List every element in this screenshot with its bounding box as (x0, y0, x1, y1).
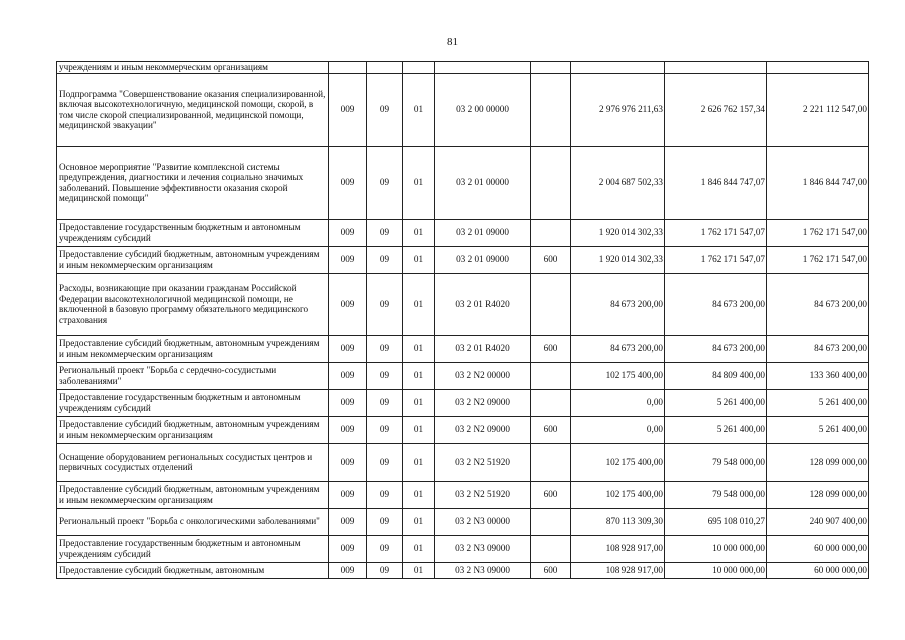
subsection-code: 01 (403, 562, 435, 578)
ved-code: 009 (329, 416, 367, 443)
expense-type-code: 600 (531, 416, 571, 443)
amount-year-1: 2 976 976 211,63 (571, 73, 665, 146)
target-article-code: 03 2 N2 00000 (435, 362, 531, 389)
subsection-code (403, 62, 435, 74)
ved-code: 009 (329, 273, 367, 335)
amount-year-1: 108 928 917,00 (571, 535, 665, 562)
amount-year-1: 2 004 687 502,33 (571, 146, 665, 219)
amount-year-1: 0,00 (571, 416, 665, 443)
amount-year-3: 1 762 171 547,00 (767, 246, 869, 273)
table-row (57, 146, 869, 219)
subsection-code: 01 (403, 535, 435, 562)
table-row (57, 389, 869, 416)
subsection-code: 01 (403, 146, 435, 219)
ved-code: 009 (329, 389, 367, 416)
expense-type-code: 600 (531, 562, 571, 578)
target-article-code: 03 2 N2 09000 (435, 389, 531, 416)
subsection-code: 01 (403, 481, 435, 508)
amount-year-2: 1 846 844 747,07 (665, 146, 767, 219)
amount-year-2: 2 626 762 157,34 (665, 73, 767, 146)
target-article-code: 03 2 01 R4020 (435, 335, 531, 362)
row-name: Подпрограмма "Совершенствование оказания специализированной, включая высокотехнологичную, медицинской помощи, скорой, в том числе скорой специализированной, медицинской помощи, медицинской эвакуации" (57, 73, 329, 146)
subsection-code: 01 (403, 362, 435, 389)
table-row (57, 73, 869, 146)
amount-year-2 (665, 62, 767, 74)
section-code: 09 (367, 389, 403, 416)
amount-year-2: 84 673 200,00 (665, 335, 767, 362)
amount-year-3: 128 099 000,00 (767, 443, 869, 481)
row-name: Предоставление государственным бюджетным и автономным учреждениям субсидий (57, 389, 329, 416)
target-article-code: 03 2 01 R4020 (435, 273, 531, 335)
section-code: 09 (367, 273, 403, 335)
table-row (57, 219, 869, 246)
target-article-code: 03 2 01 09000 (435, 219, 531, 246)
row-name: Предоставление субсидий бюджетным, автономным учреждениям и иным некоммерческим организациям (57, 335, 329, 362)
amount-year-2: 10 000 000,00 (665, 535, 767, 562)
expense-type-code (531, 535, 571, 562)
amount-year-3: 133 360 400,00 (767, 362, 869, 389)
table-row (57, 562, 869, 578)
subsection-code: 01 (403, 416, 435, 443)
ved-code: 009 (329, 508, 367, 535)
target-article-code (435, 62, 531, 74)
subsection-code: 01 (403, 389, 435, 416)
amount-year-3: 240 907 400,00 (767, 508, 869, 535)
table-row (57, 273, 869, 335)
subsection-code: 01 (403, 443, 435, 481)
target-article-code: 03 2 N2 09000 (435, 416, 531, 443)
target-article-code: 03 2 N2 51920 (435, 443, 531, 481)
amount-year-2: 5 261 400,00 (665, 416, 767, 443)
expense-type-code: 600 (531, 481, 571, 508)
table-row (57, 535, 869, 562)
target-article-code: 03 2 N3 09000 (435, 562, 531, 578)
target-article-code: 03 2 N3 09000 (435, 535, 531, 562)
row-name: Предоставление субсидий бюджетным, автономным учреждениям и иным некоммерческим организациям (57, 416, 329, 443)
expense-type-code (531, 508, 571, 535)
ved-code (329, 62, 367, 74)
amount-year-2: 5 261 400,00 (665, 389, 767, 416)
ved-code: 009 (329, 443, 367, 481)
table-row (57, 508, 869, 535)
row-name: Региональный проект "Борьба с онкологическими заболеваниями" (57, 508, 329, 535)
ved-code: 009 (329, 246, 367, 273)
ved-code: 009 (329, 219, 367, 246)
amount-year-2: 1 762 171 547,07 (665, 219, 767, 246)
target-article-code: 03 2 01 00000 (435, 146, 531, 219)
section-code: 09 (367, 146, 403, 219)
target-article-code: 03 2 N2 51920 (435, 481, 531, 508)
subsection-code: 01 (403, 73, 435, 146)
subsection-code: 01 (403, 273, 435, 335)
ved-code: 009 (329, 481, 367, 508)
amount-year-3: 5 261 400,00 (767, 389, 869, 416)
amount-year-3: 1 846 844 747,00 (767, 146, 869, 219)
table-row (57, 62, 869, 74)
amount-year-3: 60 000 000,00 (767, 535, 869, 562)
amount-year-1: 108 928 917,00 (571, 562, 665, 578)
section-code: 09 (367, 73, 403, 146)
amount-year-3: 60 000 000,00 (767, 562, 869, 578)
amount-year-3: 1 762 171 547,00 (767, 219, 869, 246)
expense-type-code (531, 273, 571, 335)
section-code: 09 (367, 562, 403, 578)
table-row (57, 416, 869, 443)
amount-year-3: 128 099 000,00 (767, 481, 869, 508)
table-row (57, 362, 869, 389)
amount-year-2: 695 108 010,27 (665, 508, 767, 535)
amount-year-2: 1 762 171 547,07 (665, 246, 767, 273)
section-code: 09 (367, 335, 403, 362)
expense-type-code (531, 73, 571, 146)
row-name: Предоставление субсидий бюджетным, автономным (57, 562, 329, 578)
section-code: 09 (367, 416, 403, 443)
section-code: 09 (367, 508, 403, 535)
table-row (57, 443, 869, 481)
target-article-code: 03 2 01 09000 (435, 246, 531, 273)
section-code (367, 62, 403, 74)
section-code: 09 (367, 246, 403, 273)
amount-year-1: 102 175 400,00 (571, 481, 665, 508)
table-row (57, 246, 869, 273)
amount-year-1: 870 113 309,30 (571, 508, 665, 535)
subsection-code: 01 (403, 246, 435, 273)
amount-year-3: 84 673 200,00 (767, 335, 869, 362)
amount-year-1: 1 920 014 302,33 (571, 246, 665, 273)
amount-year-1: 0,00 (571, 389, 665, 416)
page-number: 81 (447, 36, 458, 48)
amount-year-2: 84 809 400,00 (665, 362, 767, 389)
ved-code: 009 (329, 535, 367, 562)
row-name: Оснащение оборудованием региональных сосудистых центров и первичных сосудистых отделений (57, 443, 329, 481)
expense-type-code: 600 (531, 246, 571, 273)
expense-type-code (531, 146, 571, 219)
subsection-code: 01 (403, 219, 435, 246)
amount-year-3 (767, 62, 869, 74)
section-code: 09 (367, 535, 403, 562)
section-code: 09 (367, 481, 403, 508)
amount-year-3: 5 261 400,00 (767, 416, 869, 443)
row-name: Предоставление государственным бюджетным и автономным учреждениям субсидий (57, 219, 329, 246)
ved-code: 009 (329, 362, 367, 389)
amount-year-2: 79 548 000,00 (665, 481, 767, 508)
table-row (57, 335, 869, 362)
amount-year-2: 79 548 000,00 (665, 443, 767, 481)
expense-type-code (531, 362, 571, 389)
subsection-code: 01 (403, 335, 435, 362)
expense-type-code (531, 443, 571, 481)
row-name: Региональный проект "Борьба с сердечно-сосудистыми заболеваниями" (57, 362, 329, 389)
ved-code: 009 (329, 73, 367, 146)
amount-year-3: 2 221 112 547,00 (767, 73, 869, 146)
section-code: 09 (367, 443, 403, 481)
expense-type-code (531, 389, 571, 416)
amount-year-2: 10 000 000,00 (665, 562, 767, 578)
expense-type-code (531, 219, 571, 246)
expense-type-code (531, 62, 571, 74)
amount-year-1: 1 920 014 302,33 (571, 219, 665, 246)
amount-year-1: 102 175 400,00 (571, 443, 665, 481)
amount-year-1: 102 175 400,00 (571, 362, 665, 389)
section-code: 09 (367, 219, 403, 246)
budget-table (56, 61, 869, 579)
ved-code: 009 (329, 335, 367, 362)
row-name: Предоставление субсидий бюджетным, автономным учреждениям и иным некоммерческим организациям (57, 246, 329, 273)
expense-type-code: 600 (531, 335, 571, 362)
row-name: Основное мероприятие "Развитие комплексной системы предупреждения, диагностики и лечения социально значимых заболеваний. Повышение эффективности оказания скорой медицинской помощи" (57, 146, 329, 219)
amount-year-1 (571, 62, 665, 74)
target-article-code: 03 2 00 00000 (435, 73, 531, 146)
ved-code: 009 (329, 146, 367, 219)
row-name: Предоставление субсидий бюджетным, автономным учреждениям и иным некоммерческим организациям (57, 481, 329, 508)
amount-year-2: 84 673 200,00 (665, 273, 767, 335)
subsection-code: 01 (403, 508, 435, 535)
target-article-code: 03 2 N3 00000 (435, 508, 531, 535)
row-name: Расходы, возникающие при оказании гражданам Российской Федерации высокотехнологичной медицинской помощи, не включенной в базовую программу обязательного медицинского страхования (57, 273, 329, 335)
section-code: 09 (367, 362, 403, 389)
row-name: учреждениям и иным некоммерческим организациям (57, 62, 329, 74)
amount-year-1: 84 673 200,00 (571, 273, 665, 335)
table-row (57, 481, 869, 508)
amount-year-1: 84 673 200,00 (571, 335, 665, 362)
ved-code: 009 (329, 562, 367, 578)
amount-year-3: 84 673 200,00 (767, 273, 869, 335)
row-name: Предоставление государственным бюджетным и автономным учреждениям субсидий (57, 535, 329, 562)
